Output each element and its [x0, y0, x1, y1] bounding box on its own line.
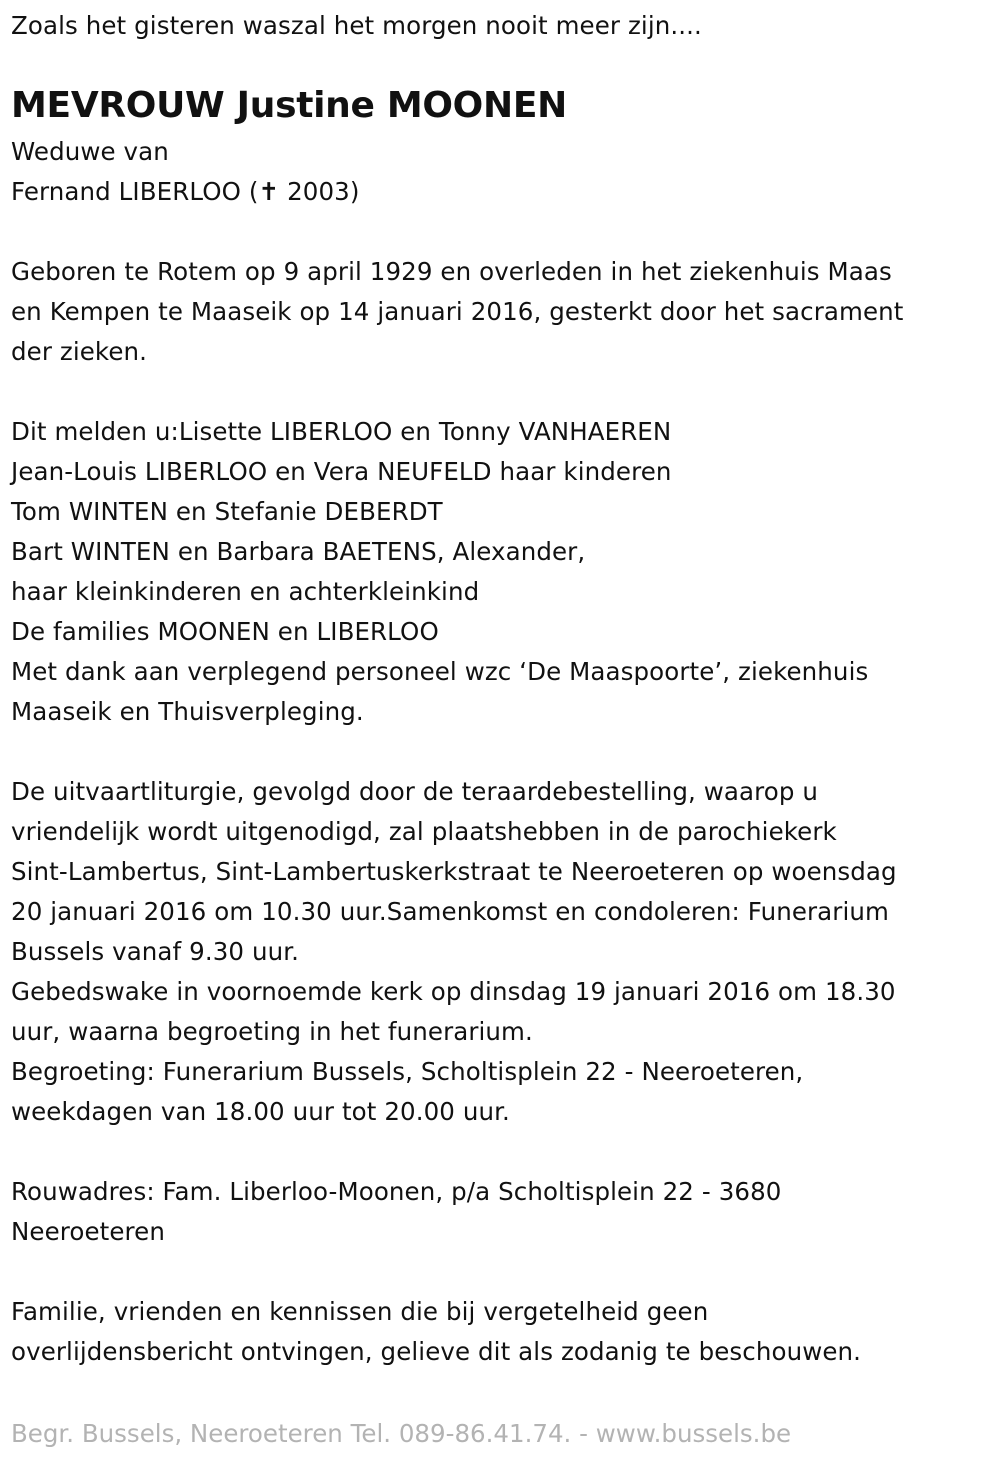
paragraph-line: uur, waarna begroeting in het funerarium.: [11, 1017, 533, 1046]
paragraph-line: overlijdensbericht ontvingen, gelieve dit als zodanig te beschouwen.: [11, 1337, 862, 1366]
paragraph-line: Bussels vanaf 9.30 uur.: [11, 937, 300, 966]
paragraph-line: Geboren te Rotem op 9 april 1929 en overleden in het ziekenhuis Maas: [11, 257, 892, 286]
paragraph-line: haar kleinkinderen en achterkleinkind: [11, 577, 480, 606]
paragraph-line: Rouwadres: Fam. Liberloo-Moonen, p/a Scholtisplein 22 - 3680: [11, 1177, 782, 1206]
closing-note-paragraph: [11, 1292, 991, 1372]
paragraph-line: en Kempen te Maaseik op 14 januari 2016, gesterkt door het sacrament: [11, 297, 904, 326]
spacer: [11, 1132, 991, 1172]
paragraph-line: De uitvaartliturgie, gevolgd door de teraardebestelling, waarop u: [11, 777, 819, 806]
paragraph-line: De families MOONEN en LIBERLOO: [11, 617, 439, 646]
paragraph-line: Met dank aan verplegend personeel wzc ‘De Maaspoorte’, ziekenhuis: [11, 657, 869, 686]
obituary-document: [11, 6, 991, 1372]
mourning-address-paragraph: [11, 1172, 991, 1252]
paragraph-line: Sint-Lambertus, Sint-Lambertuskerkstraat te Neeroeteren op woensdag: [11, 857, 897, 886]
paragraph-line: Dit melden u:Lisette LIBERLOO en Tonny VANHAEREN: [11, 417, 672, 446]
spacer: [11, 732, 991, 772]
paragraph-line: weekdagen van 18.00 uur tot 20.00 uur.: [11, 1097, 510, 1126]
spacer: [11, 212, 991, 252]
motto-text: Zoals het gisteren waszal het morgen nooit meer zijn....: [11, 11, 702, 40]
funeral-home-footer: Begr. Bussels, Neeroeteren Tel. 089-86.41.74. - www.bussels.be: [11, 1419, 792, 1448]
spacer: [11, 1252, 991, 1292]
paragraph-line: Begroeting: Funerarium Bussels, Scholtisplein 22 - Neeroeteren,: [11, 1057, 804, 1086]
paragraph-line: Familie, vrienden en kennissen die bij vergetelheid geen: [11, 1297, 709, 1326]
paragraph-line: Bart WINTEN en Barbara BAETENS, Alexander,: [11, 537, 586, 566]
paragraph-line: Jean-Louis LIBERLOO en Vera NEUFELD haar kinderen: [11, 457, 672, 486]
announcers-paragraph: [11, 412, 991, 732]
paragraph-line: der zieken.: [11, 337, 148, 366]
spacer: [11, 372, 991, 412]
funeral-paragraph: [11, 772, 991, 1132]
paragraph-line: Neeroeteren: [11, 1217, 165, 1246]
paragraph-line: Maaseik en Thuisverpleging.: [11, 697, 364, 726]
birth-death-paragraph: [11, 252, 991, 372]
paragraph-line: Gebedswake in voornoemde kerk op dinsdag 19 januari 2016 om 18.30: [11, 977, 896, 1006]
paragraph-line: Tom WINTEN en Stefanie DEBERDT: [11, 497, 443, 526]
paragraph-line: 20 januari 2016 om 10.30 uur.Samenkomst en condoleren: Funerarium: [11, 897, 889, 926]
deceased-name: MEVROUW Justine MOONEN: [11, 85, 567, 126]
spouse-name: Fernand LIBERLOO (✝ 2003): [11, 177, 360, 206]
paragraph-line: vriendelijk wordt uitgenodigd, zal plaatshebben in de parochiekerk: [11, 817, 837, 846]
widow-of-label: Weduwe van: [11, 137, 169, 166]
